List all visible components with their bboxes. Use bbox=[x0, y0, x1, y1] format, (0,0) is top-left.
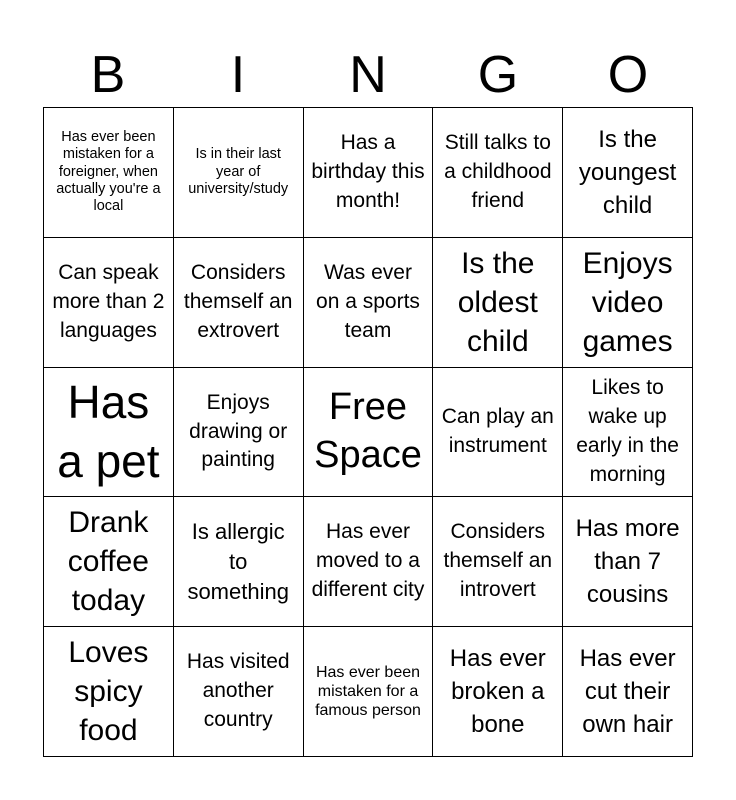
bingo-cell[interactable]: Still talks to a childhood friend bbox=[433, 108, 563, 238]
bingo-board bbox=[43, 107, 693, 757]
bingo-cell[interactable]: Has ever broken a bone bbox=[433, 627, 563, 757]
bingo-cell[interactable]: Is the youngest child bbox=[563, 108, 693, 238]
bingo-cell[interactable]: Enjoys video games bbox=[563, 238, 693, 368]
header-letter-b: B bbox=[90, 46, 126, 104]
bingo-cell[interactable]: Likes to wake up early in the morning bbox=[563, 368, 693, 498]
bingo-cell[interactable]: Drank coffee today bbox=[44, 497, 174, 627]
bingo-cell[interactable]: Has a pet bbox=[44, 368, 174, 498]
bingo-cell[interactable]: Has ever moved to a different city bbox=[304, 497, 434, 627]
bingo-cell[interactable]: Has ever cut their own hair bbox=[563, 627, 693, 757]
bingo-cell[interactable]: Has a birthday this month! bbox=[304, 108, 434, 238]
bingo-cell[interactable]: Can speak more than 2 languages bbox=[44, 238, 174, 368]
header-letter-g: G bbox=[477, 46, 519, 104]
bingo-cell[interactable]: Was ever on a sports team bbox=[304, 238, 434, 368]
header-letter-i: I bbox=[230, 46, 246, 104]
bingo-cell[interactable]: Has ever been mistaken for a foreigner, when actually you're a local bbox=[44, 108, 174, 238]
bingo-cell[interactable]: Is the oldest child bbox=[433, 238, 563, 368]
bingo-cell[interactable]: Has visited another country bbox=[174, 627, 304, 757]
bingo-header bbox=[43, 44, 693, 106]
bingo-cell[interactable]: Can play an instrument bbox=[433, 368, 563, 498]
header-letter-o: O bbox=[607, 46, 649, 104]
bingo-cell[interactable]: Has more than 7 cousins bbox=[563, 497, 693, 627]
bingo-cell[interactable]: Has ever been mistaken for a famous person bbox=[304, 627, 434, 757]
bingo-cell[interactable]: Considers themself an introvert bbox=[433, 497, 563, 627]
bingo-cell[interactable]: Is in their last year of university/study bbox=[174, 108, 304, 238]
free-space-cell[interactable]: Free Space bbox=[304, 368, 434, 498]
bingo-cell[interactable]: Loves spicy food bbox=[44, 627, 174, 757]
bingo-cell[interactable]: Is allergic to something bbox=[174, 497, 304, 627]
header-letter-n: N bbox=[349, 46, 387, 104]
bingo-cell[interactable]: Enjoys drawing or painting bbox=[174, 368, 304, 498]
bingo-cell[interactable]: Considers themself an extrovert bbox=[174, 238, 304, 368]
